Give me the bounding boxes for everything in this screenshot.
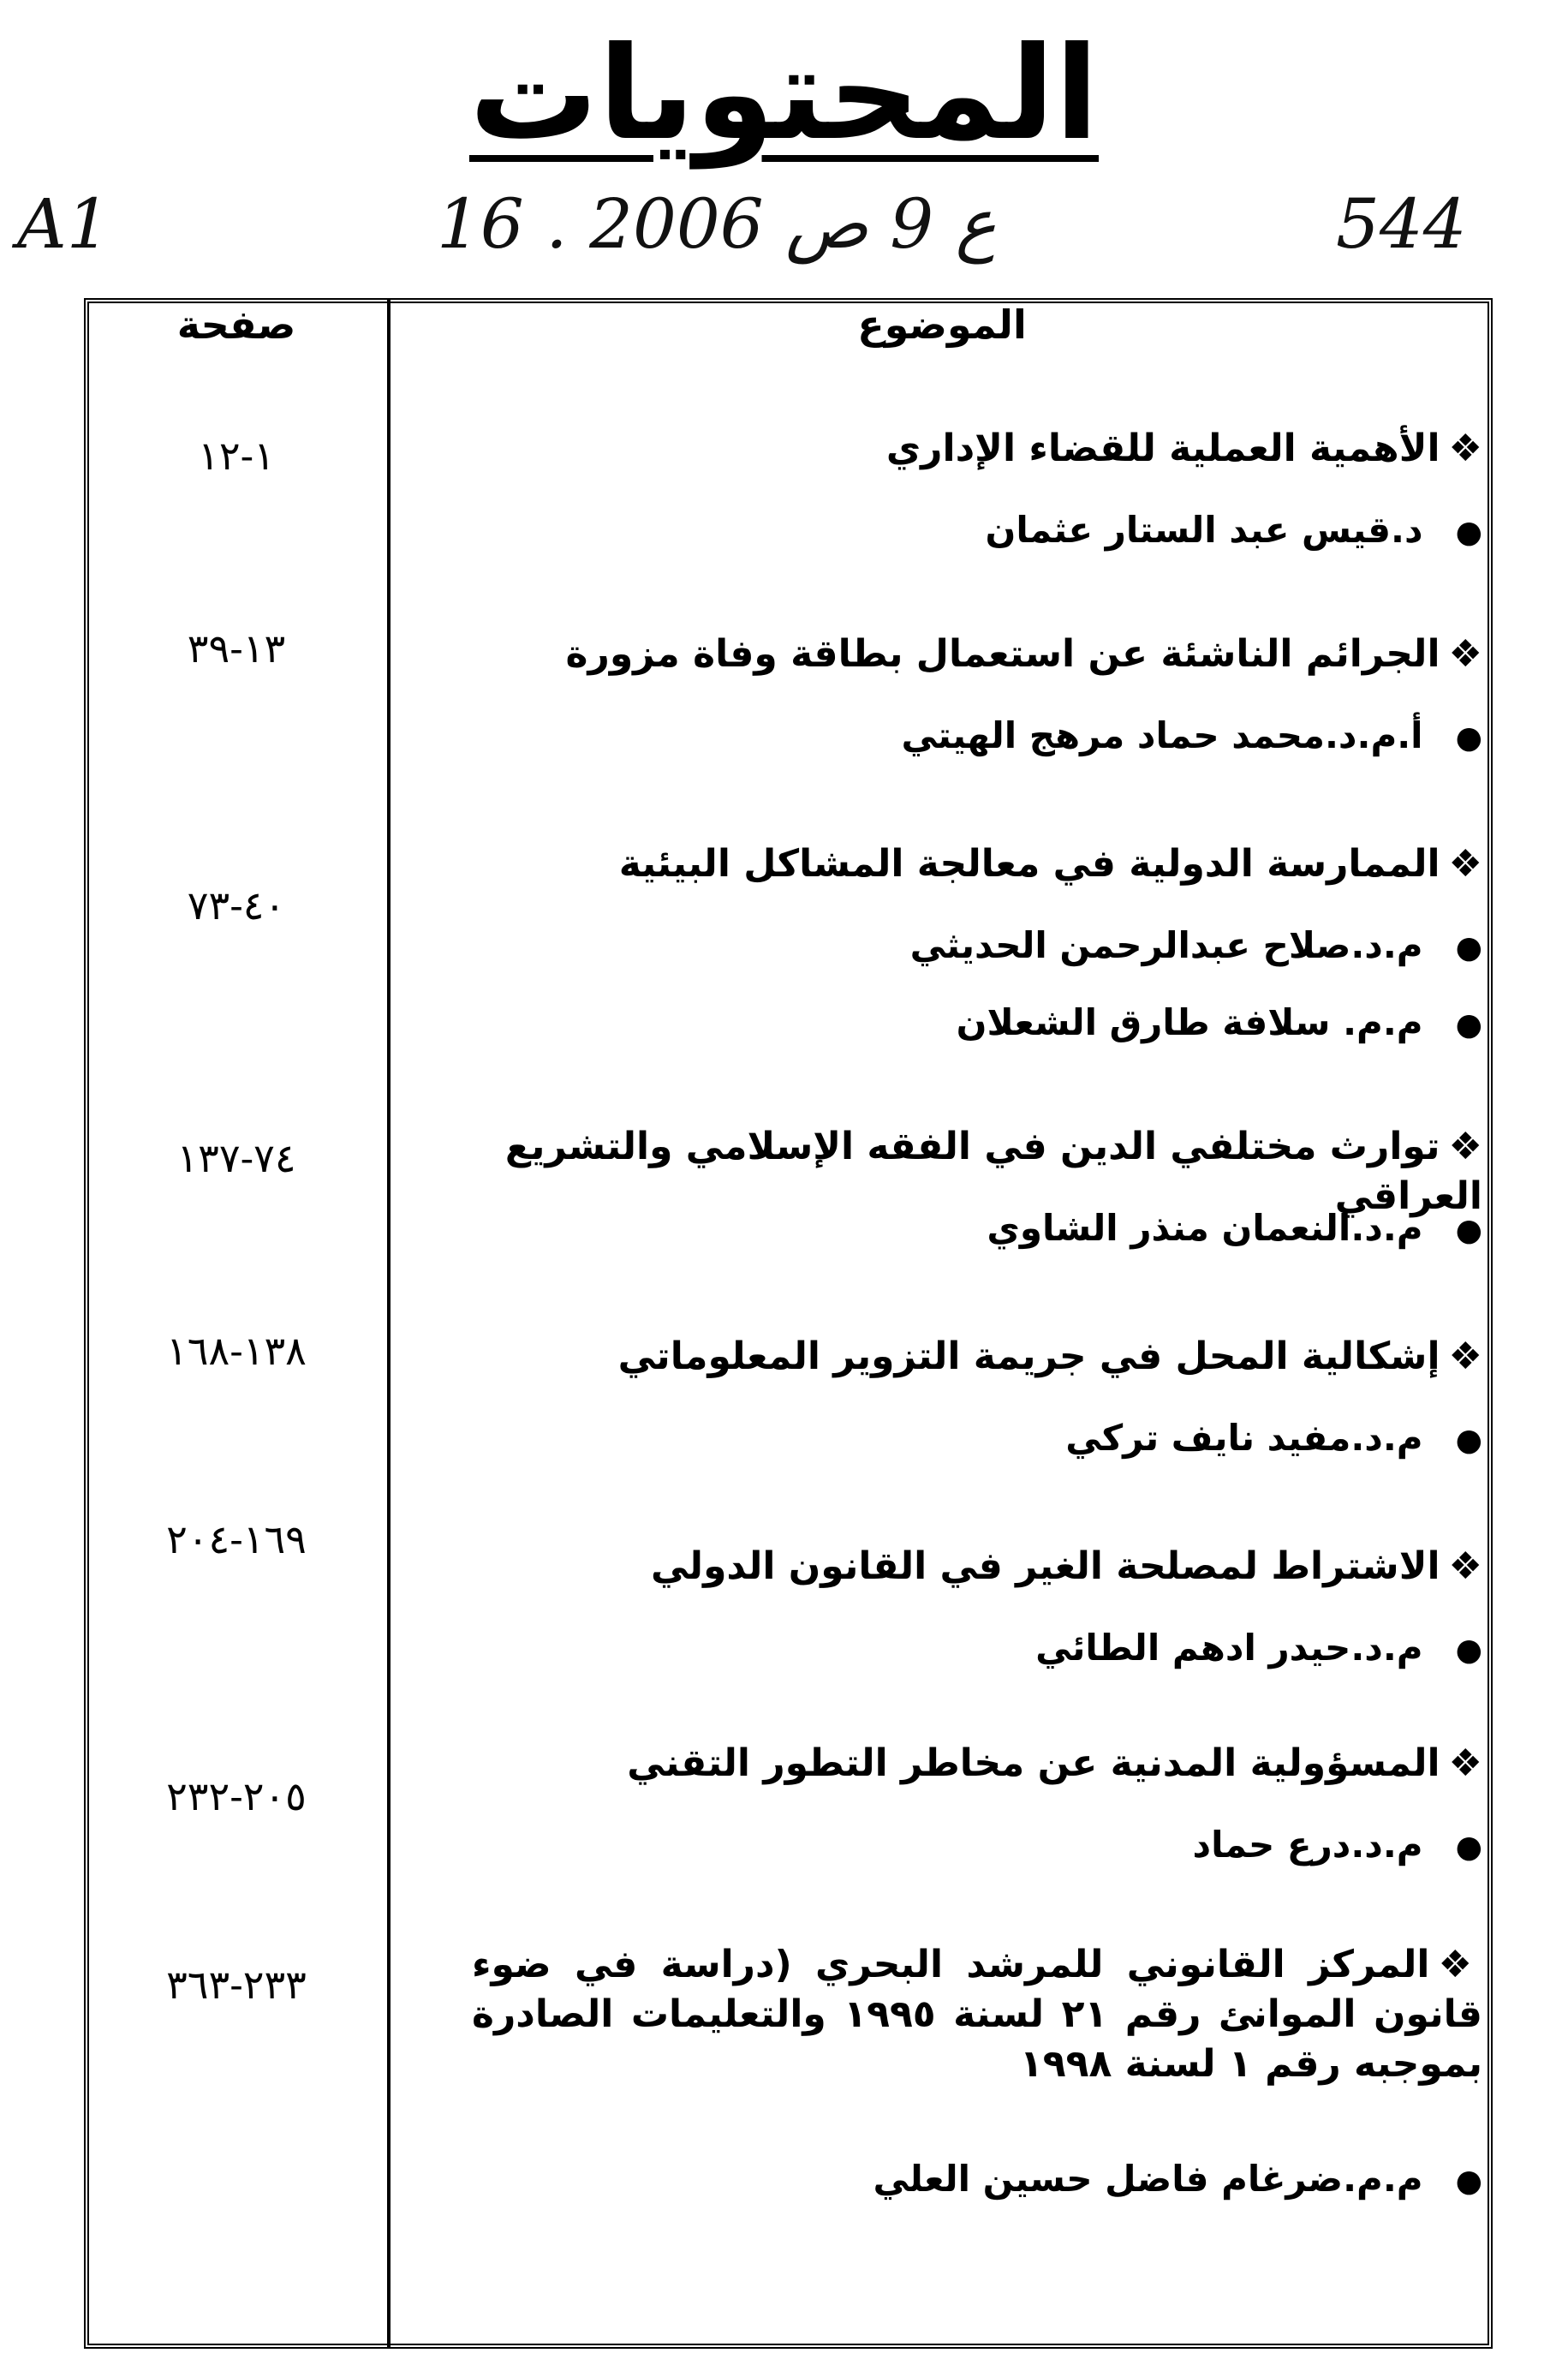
diamond-bullet-icon: ❖: [1448, 1544, 1482, 1588]
bullet-icon: ●: [1455, 1633, 1482, 1668]
author-name: د.قيس عبد الستار عثمان: [985, 509, 1423, 551]
toc-entry-author: [472, 505, 1482, 558]
bullet-icon: ●: [1455, 930, 1482, 965]
author-name: م.د.صلاح عبدالرحمن الحديثي: [909, 924, 1423, 966]
entry-page-range: ١٣-٣٩: [187, 625, 286, 672]
toc-entry-title: [472, 630, 1482, 679]
toc-entry-title: [472, 424, 1482, 474]
diamond-bullet-icon: ❖: [1448, 427, 1482, 470]
toc-entry-author: [472, 1820, 1482, 1872]
diamond-bullet-icon: ❖: [1448, 1125, 1482, 1168]
entry-page-range: ٧٤-١٣٧: [176, 1135, 296, 1181]
page-column-header: صفحة: [176, 302, 296, 348]
entry-title-text: المركز القانوني للمرشد البحري (دراسة في ضوء قانون الموانئ رقم ٢١ لسنة ١٩٩٥ والتعليمات الصادرة بموجبه رقم ١ لسنة ١٩٩٨: [472, 1943, 1482, 2086]
toc-entry-author: [472, 1203, 1482, 1256]
toc-entry-title: [472, 1739, 1482, 1789]
bullet-icon: ●: [1455, 2164, 1482, 2199]
entry-page-range: ١-١٢: [198, 433, 275, 479]
toc-entry-title: [472, 839, 1482, 889]
toc-entry-title: [472, 1940, 1482, 2089]
entry-page-range: ٢٠٥-٢٣٢: [166, 1773, 307, 1819]
author-name: م.م. سلافة طارق الشعلان: [956, 1001, 1423, 1043]
entry-page-range: ١٦٩-٢٠٤: [166, 1516, 307, 1562]
bullet-icon: ●: [1455, 720, 1482, 755]
toc-entry-author: [472, 2154, 1482, 2207]
handwritten-number: 544: [1336, 184, 1467, 264]
toc-entry-title: [472, 1542, 1482, 1592]
author-name: م.م.ضرغام فاضل حسين العلي: [873, 2158, 1423, 2200]
toc-entry-author: [472, 921, 1482, 973]
entry-title-text: الممارسة الدولية في معالجة المشاكل البيئية: [618, 842, 1440, 886]
bullet-icon: ●: [1455, 1213, 1482, 1248]
entry-title-text: الجرائم الناشئة عن استعمال بطاقة وفاة مزورة: [565, 632, 1440, 676]
entry-title-text: إشكالية المحل في جريمة التزوير المعلوماتي: [617, 1335, 1440, 1378]
page-title: المحتويات: [468, 20, 1100, 169]
handwritten-issue-note: 16 . ع 9 ص 2006: [437, 184, 997, 264]
entry-page-range: ٤٠-٧٣: [187, 882, 286, 929]
toc-entry-author: [472, 1623, 1482, 1675]
diamond-bullet-icon: ❖: [1448, 1741, 1482, 1785]
author-name: م.د.حيدر ادهم الطائي: [1035, 1627, 1423, 1669]
author-name: م.د.النعمان منذر الشاوي: [987, 1207, 1423, 1249]
entry-page-range: ٢٣٣-٣٦٣: [166, 1962, 307, 2008]
bullet-icon: ●: [1455, 1830, 1482, 1865]
diamond-bullet-icon: ❖: [1448, 842, 1482, 886]
handwritten-code: A1: [17, 184, 110, 264]
diamond-bullet-icon: ❖: [1448, 1335, 1482, 1378]
topic-column-header: الموضوع: [857, 302, 1027, 348]
diamond-bullet-icon: ❖: [1448, 632, 1482, 676]
entry-title-text: توارث مختلفي الدين في الفقه الإسلامي والتشريع العراقي: [504, 1125, 1482, 1218]
diamond-bullet-icon: ❖: [1438, 1943, 1482, 1986]
bullet-icon: ●: [1455, 515, 1482, 550]
author-name: م.د.مفيد نايف تركي: [1065, 1417, 1423, 1459]
entry-title-text: الأهمية العملية للقضاء الإداري: [885, 427, 1440, 470]
toc-entry-author: [472, 998, 1482, 1050]
bullet-icon: ●: [1455, 1423, 1482, 1458]
toc-entry-author: [472, 711, 1482, 763]
author-name: أ.م.د.محمد حماد مرهج الهيتي: [901, 714, 1423, 756]
entry-title-text: الاشتراط لمصلحة الغير في القانون الدولي: [651, 1544, 1440, 1588]
column-divider: [387, 298, 391, 2349]
author-name: م.د.درع حماد: [1192, 1824, 1423, 1866]
entry-title-text: المسؤولية المدنية عن مخاطر التطور التقني: [627, 1741, 1440, 1785]
toc-entry-title: [472, 1332, 1482, 1382]
entry-page-range: ١٣٨-١٦٨: [166, 1328, 307, 1374]
bullet-icon: ●: [1455, 1007, 1482, 1042]
toc-entry-author: [472, 1413, 1482, 1466]
